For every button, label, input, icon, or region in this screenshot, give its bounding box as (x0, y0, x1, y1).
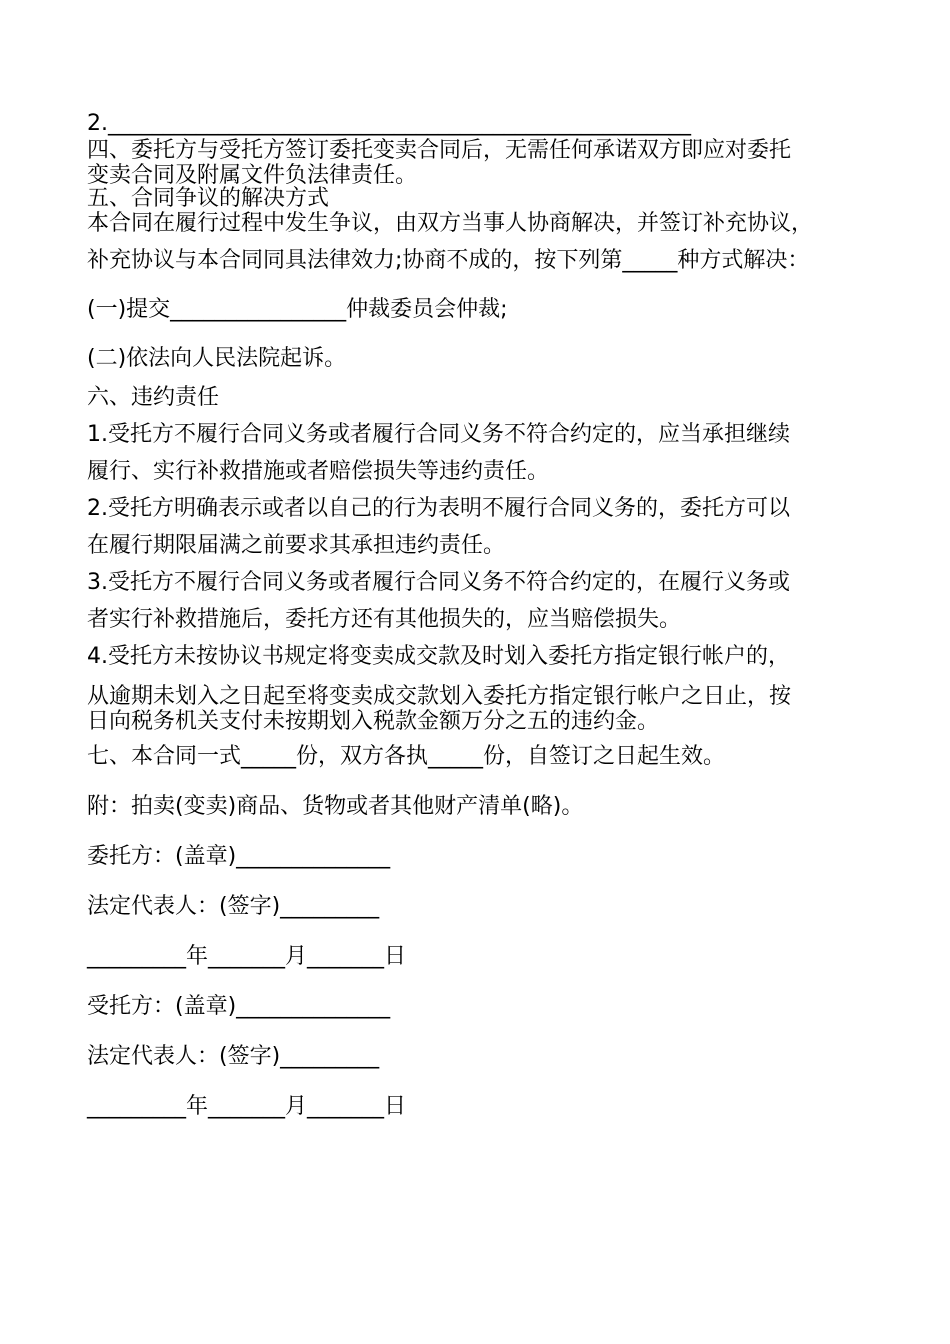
text-line: 者实行补救措施后，委托方还有其他损失的，应当赔偿损失。 (87, 607, 682, 632)
text-line: 七、本合同一式_____份，双方各执_____份，自签订之日起生效。 (87, 744, 726, 769)
text-line: 本合同在履行过程中发生争议，由双方当事人协商解决，并签订补充协议， (87, 211, 814, 236)
text-line: 3.受托方不履行合同义务或者履行合同义务不符合约定的，在履行义务或 (87, 570, 790, 595)
signature-line: 受托方：(盖章)______________ (87, 994, 391, 1019)
text-line: (一)提交________________仲裁委员会仲裁; (87, 297, 508, 322)
text-line: 履行、实行补救措施或者赔偿损失等违约责任。 (87, 459, 550, 484)
text-line: 变卖合同及附属文件负法律责任。 (87, 163, 418, 188)
signature-line: 法定代表人：(签字)_________ (87, 894, 380, 919)
date-line: _________年_______月_______日 (87, 944, 407, 969)
text-line: 4.受托方未按协议书规定将变卖成交款及时划入委托方指定银行帐户的， (87, 644, 790, 669)
text-line: 四、委托方与受托方签订委托变卖合同后，无需任何承诺双方即应对委托 (87, 138, 792, 163)
signature-line: 委托方：(盖章)______________ (87, 844, 391, 869)
text-line: 从逾期未划入之日起至将变卖成交款划入委托方指定银行帐户之日止，按 (87, 684, 792, 709)
text-line: 在履行期限届满之前要求其承担违约责任。 (87, 533, 506, 558)
text-line: (二)依法向人民法院起诉。 (87, 346, 347, 371)
section-heading: 五、合同争议的解决方式 (87, 186, 330, 211)
text-line: 附：拍卖(变卖)商品、货物或者其他财产清单(略)。 (87, 794, 584, 819)
section-heading: 六、违约责任 (87, 385, 220, 410)
text-line: 日向税务机关支付未按期划入税款金额万分之五的违约金。 (87, 709, 660, 734)
text-line: 1.受托方不履行合同义务或者履行合同义务不符合约定的，应当承担继续 (87, 422, 790, 447)
text-line: 2._____________________________________________________ (87, 111, 691, 136)
signature-line: 法定代表人：(签字)_________ (87, 1044, 380, 1069)
text-line: 2.受托方明确表示或者以自己的行为表明不履行合同义务的，委托方可以 (87, 496, 790, 521)
text-line: 补充协议与本合同同具法律效力;协商不成的，按下列第_____种方式解决： (87, 248, 810, 273)
date-line: _________年_______月_______日 (87, 1094, 407, 1119)
